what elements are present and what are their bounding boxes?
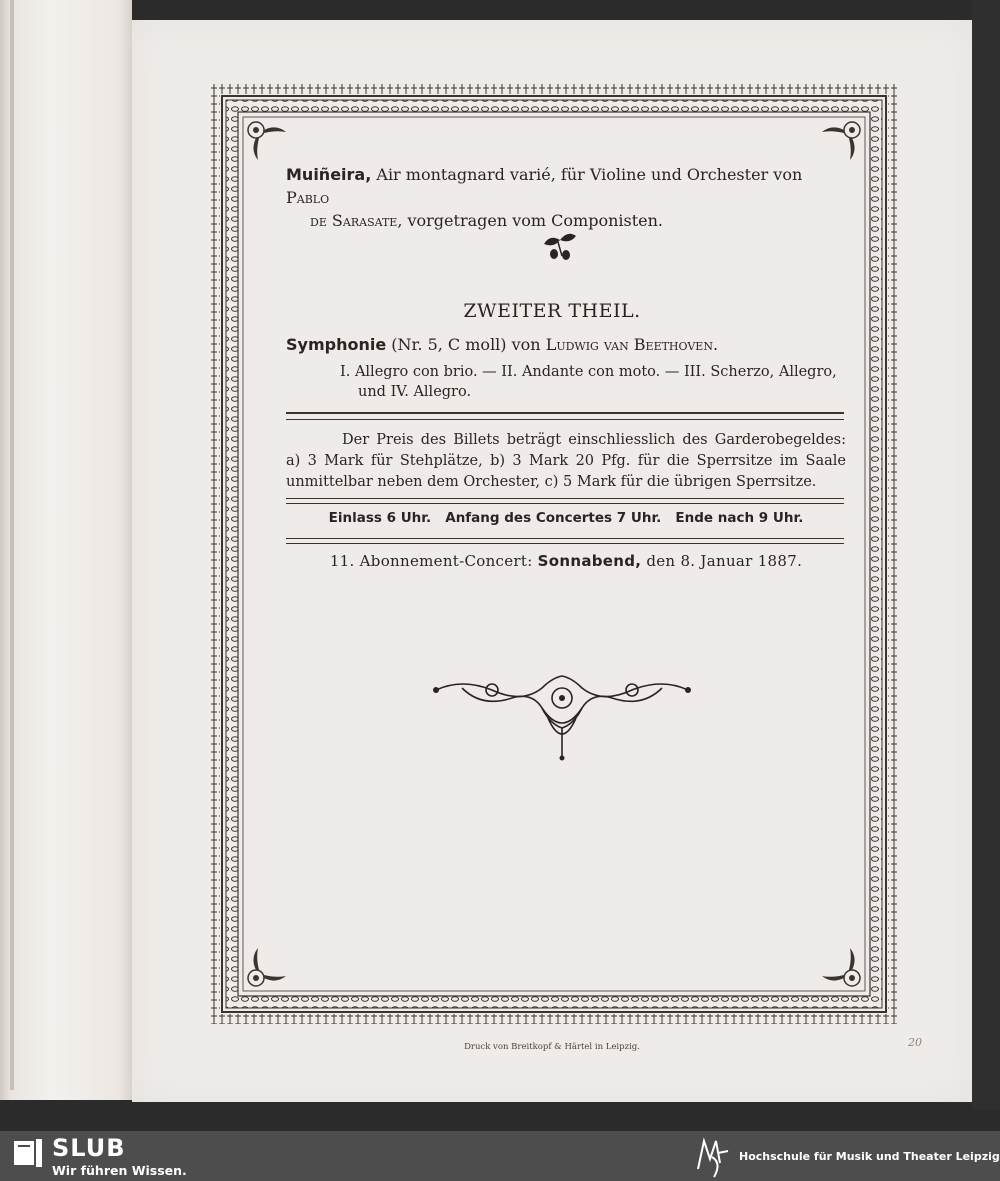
facing-page-edge bbox=[10, 0, 14, 1090]
muineira-entry bbox=[286, 163, 846, 232]
section-heading: ZWEITER THEIL. bbox=[463, 300, 641, 322]
slub-book-icon[interactable] bbox=[14, 1139, 44, 1167]
symphonie-composer: Ludwig van Beethoven bbox=[545, 335, 713, 354]
scan-background bbox=[972, 0, 1000, 1110]
next-concert-notice bbox=[286, 552, 846, 570]
muineira-performance-note: , vorgetragen vom Componisten. bbox=[397, 211, 664, 230]
movements-line-1: I. Allegro con brio. — II. Andante con moto. — III. Scherzo, Allegro, bbox=[340, 364, 837, 380]
composer-first-name: Pablo bbox=[286, 188, 330, 207]
page-number: 20 bbox=[908, 1036, 922, 1049]
divider-rule bbox=[286, 498, 844, 504]
composer-last-name: de Sarasate bbox=[310, 211, 398, 230]
next-concert-prefix: 11. Abonnement-Concert: bbox=[329, 552, 538, 570]
symphonie-details: (Nr. 5, C moll) von bbox=[386, 335, 546, 354]
symphonie-end: . bbox=[712, 335, 719, 354]
oak-leaf-ornament-icon bbox=[540, 228, 580, 262]
symphonie-title: Symphonie bbox=[286, 335, 387, 354]
price-text: Der Preis des Billets beträgt einschliesslich des Garderobegeldes: a) 3 Mark für Stehplätze, b) 3 Mark 20 Pfg. für die Sperrsitze im Saale unmittelbar neben dem Orchester, c) 5 Mark für die übrigen Sperrsitze. bbox=[286, 432, 846, 490]
next-concert-day: Sonnabend, bbox=[537, 552, 642, 570]
hmt-monogram-icon[interactable] bbox=[692, 1133, 732, 1179]
library-tagline: Wir führen Wissen. bbox=[52, 1163, 187, 1178]
muineira-title: Muiñeira, bbox=[286, 165, 372, 184]
next-concert-date: den 8. Januar 1887. bbox=[641, 552, 803, 570]
scroll-flourish-ornament-icon bbox=[432, 668, 692, 764]
divider-rule bbox=[286, 412, 844, 420]
movements-line-2: und IV. Allegro. bbox=[358, 384, 472, 400]
library-name[interactable]: SLUB bbox=[52, 1134, 126, 1162]
muineira-description: Air montagnard varié, für Violine und Orchester von bbox=[371, 165, 803, 184]
footer-bar bbox=[0, 1131, 1000, 1181]
movements-list bbox=[340, 362, 860, 402]
institution-name[interactable]: Hochschule für Musik und Theater Leipzig bbox=[739, 1150, 1000, 1163]
divider-rule bbox=[286, 538, 844, 544]
price-paragraph bbox=[286, 430, 846, 493]
symphonie-entry bbox=[286, 335, 866, 354]
printer-credit: Druck von Breitkopf & Härtel in Leipzig. bbox=[464, 1042, 640, 1052]
facing-page bbox=[0, 0, 132, 1100]
admission-times: Einlass 6 Uhr. Anfang des Concertes 7 Uhr. Ende nach 9 Uhr. bbox=[328, 510, 804, 526]
document-page bbox=[132, 20, 972, 1102]
